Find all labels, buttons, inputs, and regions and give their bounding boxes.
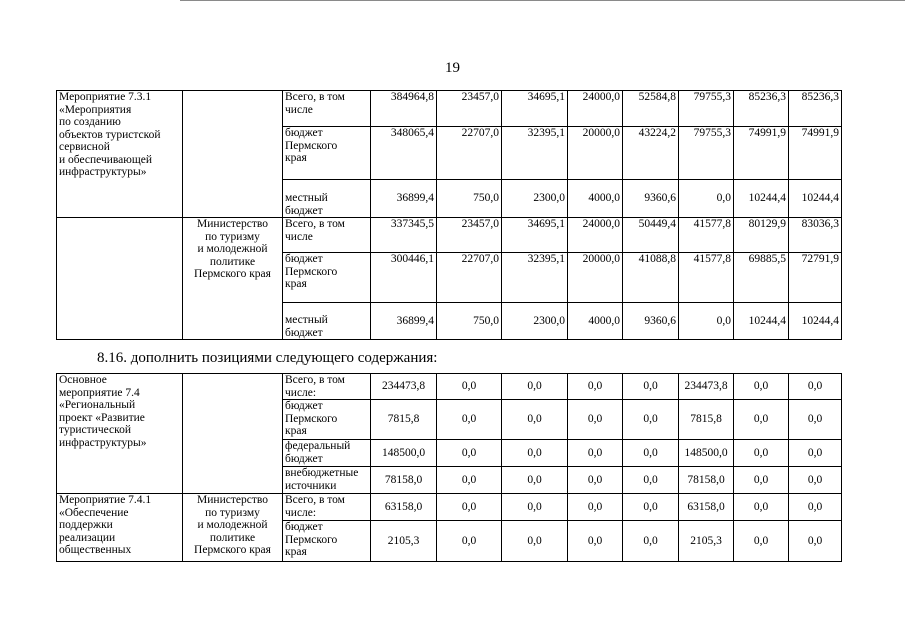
value-cell: 0,0 [623,440,679,467]
value-cell: 750,0 [437,303,502,340]
value-cell: 300446,1 [371,253,437,303]
value-cell: 34695,1 [502,218,568,253]
value-cell: 85236,3 [789,91,842,127]
value-cell: 2105,3 [679,521,734,562]
value-cell: 32395,1 [502,253,568,303]
value-cell: 22707,0 [437,253,502,303]
source-cell: бюджет Пермского края [283,253,371,303]
value-cell: 337345,5 [371,218,437,253]
value-cell: 36899,4 [371,180,437,218]
source-cell: Всего, в том числе [283,218,371,253]
value-cell: 0,0 [734,494,789,521]
value-cell: 78158,0 [371,467,437,494]
value-cell: 148500,0 [371,440,437,467]
value-cell: 0,0 [502,440,568,467]
value-cell: 0,0 [679,180,734,218]
value-cell: 2300,0 [502,180,568,218]
value-cell: 0,0 [437,374,502,400]
funding-table-7-4 [56,373,842,562]
value-cell: 41577,8 [679,253,734,303]
value-cell: 9360,6 [623,180,679,218]
value-cell: 34695,1 [502,91,568,127]
value-cell: 0,0 [623,521,679,562]
source-cell: Всего, в том числе [283,91,371,127]
section-note: 8.16. дополнить позициями следующего содержания: [97,350,438,366]
value-cell: 7815,8 [679,400,734,440]
source-cell: внебюджетные источники [283,467,371,494]
empty-executor-cell [183,91,283,218]
funding-table-7-3-1 [56,90,842,340]
value-cell: 348065,4 [371,127,437,180]
value-cell: 0,0 [568,400,623,440]
value-cell: 79755,3 [679,91,734,127]
value-cell: 10244,4 [734,180,789,218]
value-cell: 79755,3 [679,127,734,180]
value-cell: 0,0 [502,521,568,562]
value-cell: 0,0 [623,467,679,494]
value-cell: 2105,3 [371,521,437,562]
value-cell: 7815,8 [371,400,437,440]
value-cell: 0,0 [502,494,568,521]
value-cell: 43224,2 [623,127,679,180]
value-cell: 69885,5 [734,253,789,303]
value-cell: 0,0 [789,521,842,562]
value-cell: 41088,8 [623,253,679,303]
value-cell: 0,0 [789,374,842,400]
source-cell: бюджет Пермского края [283,127,371,180]
source-cell: бюджет Пермского края [283,521,371,562]
value-cell: 0,0 [502,467,568,494]
value-cell: 74991,9 [789,127,842,180]
value-cell: 0,0 [568,494,623,521]
value-cell: 234473,8 [371,374,437,400]
value-cell: 750,0 [437,180,502,218]
value-cell: 9360,6 [623,303,679,340]
ministry-label: Министерство по туризму и молодежной политике Пермского края [183,494,283,562]
value-cell: 24000,0 [568,218,623,253]
value-cell: 0,0 [502,400,568,440]
value-cell: 36899,4 [371,303,437,340]
page-number: 19 [445,60,460,76]
value-cell: 23457,0 [437,91,502,127]
value-cell: 10244,4 [734,303,789,340]
main-measure-label: Основное мероприятие 7.4 «Региональный проект «Развитие туристической инфраструктуры» [57,374,183,494]
value-cell: 63158,0 [371,494,437,521]
value-cell: 0,0 [568,374,623,400]
source-cell: бюджет Пермского края [283,400,371,440]
value-cell: 0,0 [568,467,623,494]
value-cell: 0,0 [789,440,842,467]
value-cell: 234473,8 [679,374,734,400]
value-cell: 4000,0 [568,303,623,340]
value-cell: 63158,0 [679,494,734,521]
value-cell: 384964,8 [371,91,437,127]
value-cell: 0,0 [789,467,842,494]
value-cell: 0,0 [789,494,842,521]
value-cell: 0,0 [623,400,679,440]
value-cell: 74991,9 [734,127,789,180]
measure-label: Мероприятие 7.3.1 «Мероприятия по созданию объектов туристской сервисной и обеспечивающей инфраструктуры» [57,91,183,218]
value-cell: 24000,0 [568,91,623,127]
value-cell: 85236,3 [734,91,789,127]
empty-executor-cell [183,374,283,494]
value-cell: 0,0 [437,440,502,467]
value-cell: 32395,1 [502,127,568,180]
source-cell: местный бюджет [283,303,371,340]
value-cell: 52584,8 [623,91,679,127]
value-cell: 20000,0 [568,127,623,180]
source-cell: федеральный бюджет [283,440,371,467]
value-cell: 0,0 [568,521,623,562]
value-cell: 0,0 [623,374,679,400]
value-cell: 80129,9 [734,218,789,253]
value-cell: 2300,0 [502,303,568,340]
value-cell: 148500,0 [679,440,734,467]
value-cell: 20000,0 [568,253,623,303]
empty-measure-cell [57,218,183,340]
value-cell: 10244,4 [789,303,842,340]
value-cell: 0,0 [734,467,789,494]
value-cell: 0,0 [789,400,842,440]
source-cell: Всего, в том числе: [283,494,371,521]
value-cell: 0,0 [437,521,502,562]
value-cell: 0,0 [437,494,502,521]
value-cell: 50449,4 [623,218,679,253]
value-cell: 0,0 [734,521,789,562]
value-cell: 83036,3 [789,218,842,253]
value-cell: 0,0 [568,440,623,467]
value-cell: 10244,4 [789,180,842,218]
measure-label: Мероприятие 7.4.1 «Обеспечение поддержки реализации общественных [57,494,183,562]
value-cell: 0,0 [734,374,789,400]
value-cell: 0,0 [623,494,679,521]
value-cell: 0,0 [437,400,502,440]
top-rule [180,0,905,1]
ministry-label: Министерство по туризму и молодежной политике Пермского края [183,218,283,340]
value-cell: 0,0 [437,467,502,494]
value-cell: 41577,8 [679,218,734,253]
value-cell: 23457,0 [437,218,502,253]
value-cell: 0,0 [502,374,568,400]
value-cell: 78158,0 [679,467,734,494]
value-cell: 72791,9 [789,253,842,303]
value-cell: 0,0 [679,303,734,340]
value-cell: 22707,0 [437,127,502,180]
source-cell: Всего, в том числе: [283,374,371,400]
value-cell: 4000,0 [568,180,623,218]
value-cell: 0,0 [734,400,789,440]
source-cell: местный бюджет [283,180,371,218]
value-cell: 0,0 [734,440,789,467]
